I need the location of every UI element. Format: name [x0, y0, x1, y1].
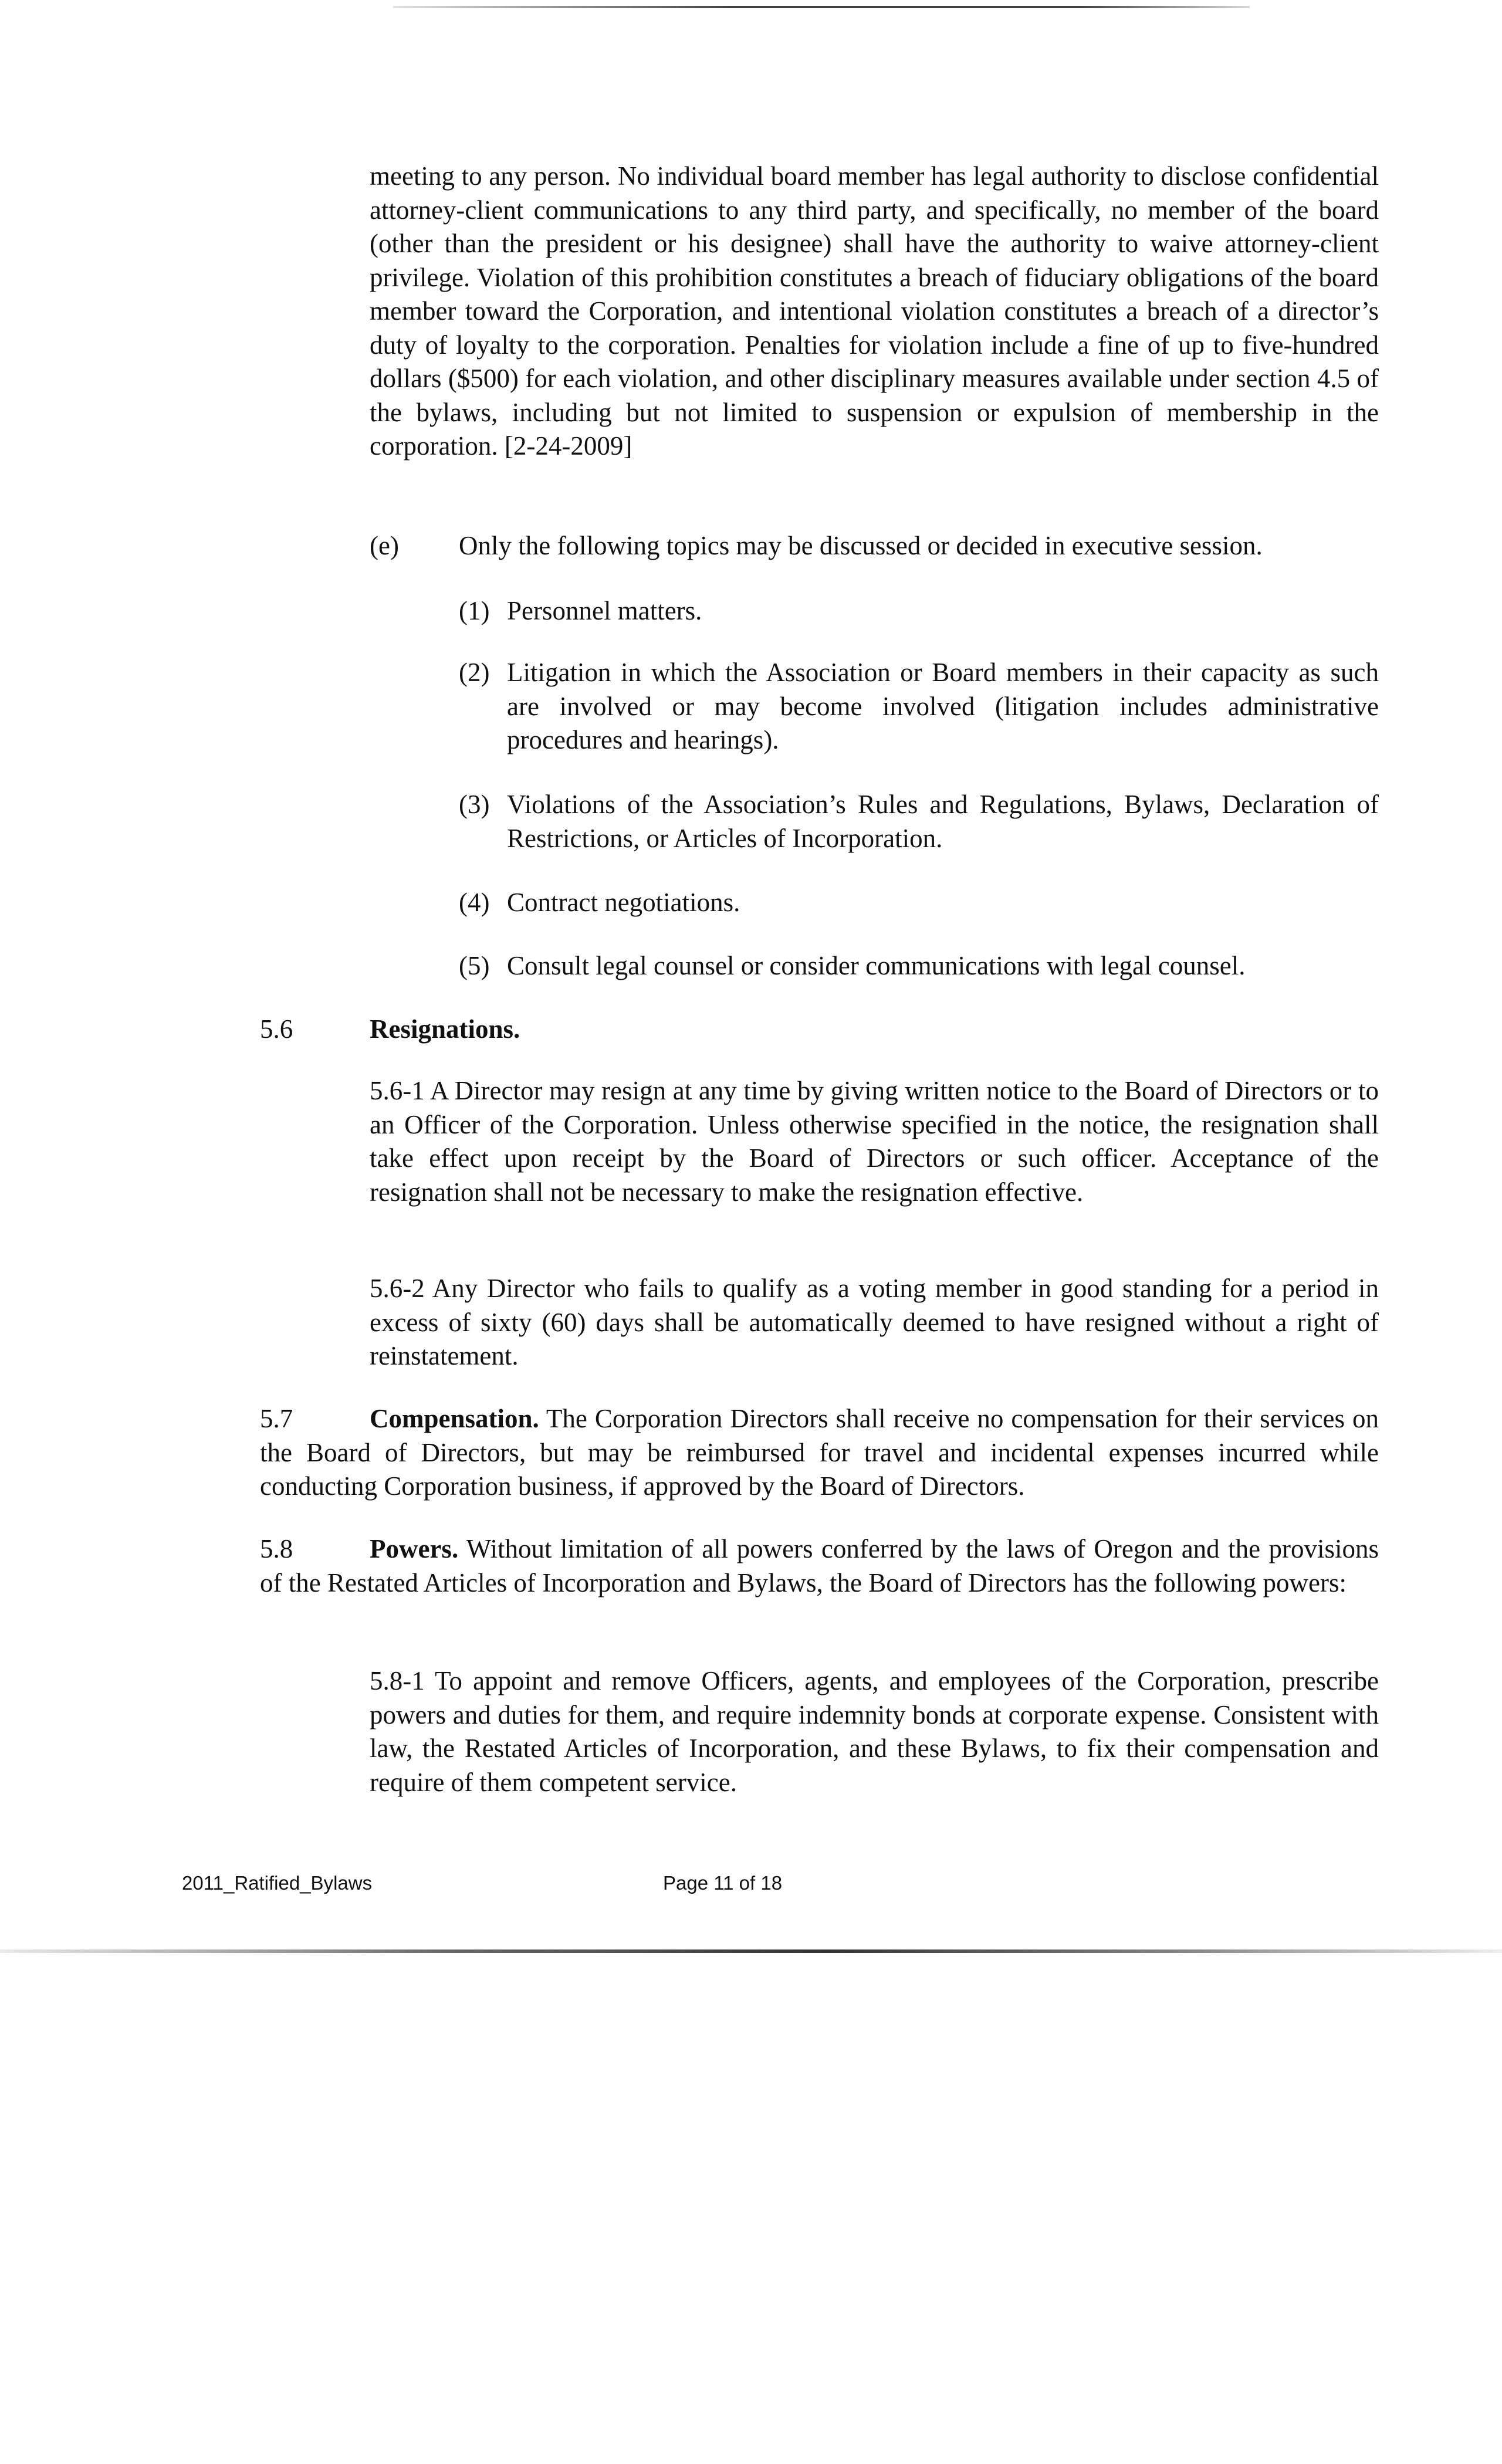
section-5-7-paragraph: [260, 1402, 1379, 1504]
section-5-8-1-paragraph: 5.8-1 To appoint and remove Officers, agents, and employees of the Corporation, prescribe powers and duties for them, and require indemnity bonds at corporate expense. Consistent with law, the Restated Articles of Incorporation, and these Bylaws, to fix their compensation and require of them competent service.: [370, 1666, 1379, 1797]
section-5-7-number: 5.7: [260, 1404, 293, 1433]
section-5-6-number: 5.6: [260, 1014, 293, 1044]
section-5-7-text: The Corporation Directors shall receive no compensation for their services on the Board of Directors, but may be reimbursed for travel and incidental expenses incurred while conducting Corporation business, if approved by the Board of Directors.: [260, 1404, 1379, 1501]
topic-1-text: Personnel matters.: [507, 596, 702, 625]
section-5-8-number: 5.8: [260, 1534, 293, 1563]
section-5-8-paragraph: [260, 1532, 1379, 1600]
footer-filename: 2011_Ratified_Bylaws: [182, 1872, 373, 1894]
footer-page-number: Page 11 of 18: [663, 1872, 783, 1894]
intro-paragraph: meeting to any person. No individual board member has legal authority to disclose confidential attorney-client communications to any third party, and specifically, no member of the board (other than the president or his designee) shall have the authority to waive attorney-client privilege. Violation of this prohibition constitutes a breach of fiduciary obligations of the board member toward the Corporation, and intentional violation constitutes a breach of a director’s duty of loyalty to the corporation. Penalties for violation include a fine of up to five-hundred dollars ($500) for each violation, and other disciplinary measures available under section 4.5 of the bylaws, including but not limited to suspension or expulsion of membership in the corporation. [2-24-2009]: [370, 161, 1379, 461]
section-5-6-1-paragraph: 5.6-1 A Director may resign at any time by giving written notice to the Board of Directors or to an Officer of the Corporation. Unless otherwise specified in the notice, the resignation shall take effect upon receipt by the Board of Directors or such officer. Acceptance of the resignation shall not be necessary to make the resignation effective.: [370, 1076, 1379, 1207]
topic-3-label: (3): [459, 790, 490, 819]
section-5-8-text: Without limitation of all powers conferred by the laws of Oregon and the provisions of the Restated Articles of Incorporation and Bylaws, the Board of Directors has the following powers:: [260, 1534, 1379, 1597]
topic-5-label: (5): [459, 951, 490, 980]
section-5-8-heading: Powers.: [370, 1534, 459, 1563]
section-5-7-heading: Compensation.: [370, 1404, 539, 1433]
topic-4-label: (4): [459, 888, 490, 917]
topic-5-text: Consult legal counsel or consider communications with legal counsel.: [507, 951, 1246, 980]
topic-4-text: Contract negotiations.: [507, 888, 740, 917]
topic-2-label: (2): [459, 658, 490, 687]
topic-2-text: Litigation in which the Association or Board members in their capacity as such are involved or may become involved (litigation includes administrative procedures and hearings).: [507, 658, 1379, 754]
topic-1-label: (1): [459, 596, 490, 625]
item-e-label: (e): [370, 531, 399, 560]
section-5-6-heading: Resignations.: [370, 1014, 520, 1044]
topic-3-text: Violations of the Association’s Rules and Regulations, Bylaws, Declaration of Restrictions, or Articles of Incorporation.: [507, 790, 1379, 853]
section-5-6-2-paragraph: 5.6-2 Any Director who fails to qualify as a voting member in good standing for a period in excess of sixty (60) days shall be automatically deemed to have resigned without a right of reinstatement.: [370, 1274, 1379, 1370]
scan-artifact-bottom: [0, 1949, 1502, 1953]
item-e-text: Only the following topics may be discussed or decided in executive session.: [459, 531, 1263, 560]
